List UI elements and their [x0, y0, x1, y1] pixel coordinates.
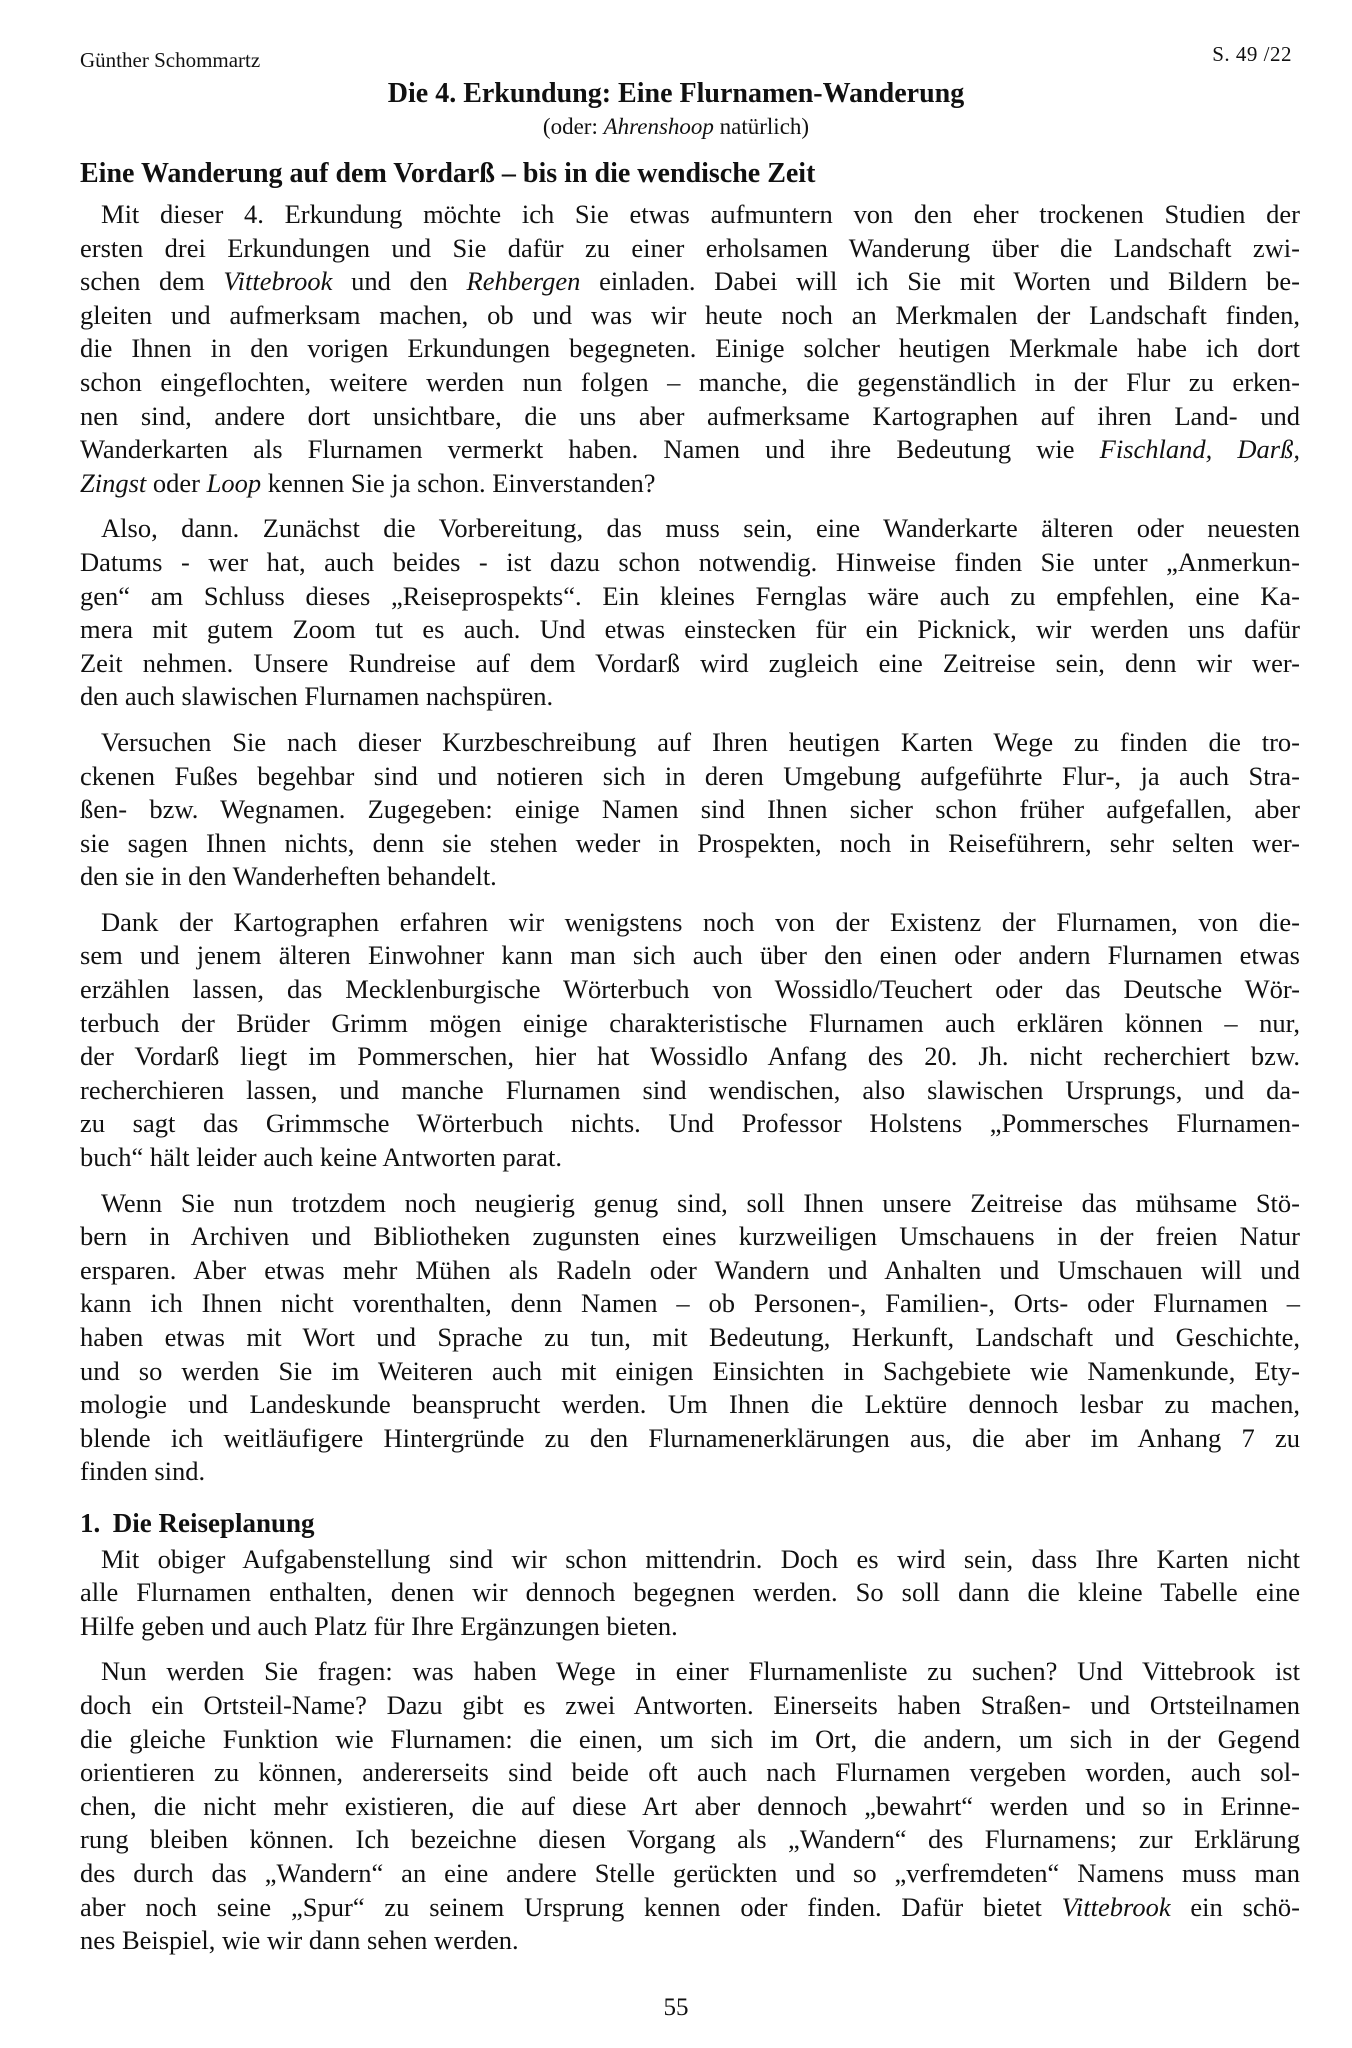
paragraph-2: [80, 512, 1300, 714]
paragraph-1: [80, 198, 1300, 500]
subsection-heading: [80, 1507, 1300, 1541]
italic-term: Zingst: [80, 467, 147, 498]
italic-term: Fischland, Darß,: [1099, 434, 1300, 465]
text-line: aber noch seine „Spur“ zu seinem Ursprung kennen oder finden. Dafür bietet Vittebrook ein schö-: [80, 1891, 1300, 1922]
text-line: erzählen lassen, das Mecklenburgische Wörterbuch von Wossidlo/Teuchert oder das Deutsche Wör-: [80, 974, 1300, 1005]
text-line: gen“ am Schluss dieses „Reiseprospekts“. Ein kleines Fernglas wäre auch zu empfehlen, eine Ka-: [80, 580, 1300, 611]
text-line: und so werden Sie im Weiteren auch mit einigen Einsichten in Sachgebiete wie Namenkunde, Ety-: [80, 1355, 1300, 1386]
text-line: den auch slawischen Flurnamen nachspüren.: [80, 681, 554, 712]
text-line: terbuch der Brüder Grimm mögen einige charakteristische Flurnamen auch erklären können – nur,: [80, 1007, 1300, 1038]
section-heading: Eine Wanderung auf dem Vordarß – bis in die wendische Zeit: [80, 158, 816, 189]
text-line: kann ich Ihnen nicht vorenthalten, denn Namen – ob Personen-, Familien-, Orts- oder Flurnamen –: [80, 1288, 1300, 1319]
text-line: orientieren zu können, andererseits sind beide oft auch nach Flurnamen vergeben worden, auch sol-: [80, 1757, 1300, 1788]
text-line: alle Flurnamen enthalten, denen wir dennoch begegnen werden. So soll dann die kleine Tabelle eine: [80, 1577, 1300, 1608]
text-line: Dank der Kartographen erfahren wir wenigstens noch von der Existenz der Flurnamen, von die-: [101, 906, 1300, 937]
text-line: Wanderkarten als Flurnamen vermerkt haben. Namen und ihre Bedeutung wie Fischland, Darß,: [80, 434, 1300, 465]
text-line: schon eingeflochten, weitere werden nun folgen – manche, die gegenständlich in der Flur zu erken-: [80, 366, 1300, 397]
text-line: mologie und Landeskunde beansprucht werden. Um Ihnen die Lektüre dennoch lesbar zu machen,: [80, 1389, 1300, 1420]
subsection-title: Die Reiseplanung: [112, 1507, 315, 1538]
text-line: des durch das „Wandern“ an eine andere Stelle gerückten und so „verfremdeten“ Namens muss man: [80, 1857, 1300, 1888]
text-line: Also, dann. Zunächst die Vorbereitung, das muss sein, eine Wanderkarte älteren oder neuesten: [101, 513, 1300, 544]
text-line: ckenen Fußes begehbar sind und notieren sich in deren Umgebung aufgeführte Flur-, ja auch Stra-: [80, 760, 1300, 791]
text-line: der Vordarß liegt im Pommerschen, hier hat Wossidlo Anfang des 20. Jh. nicht recherchiert bzw.: [80, 1041, 1300, 1072]
italic-term: Vittebrook: [223, 266, 333, 297]
text-line: ßen- bzw. Wegnamen. Zugegeben: einige Namen sind Ihnen sicher schon früher aufgefallen, aber: [80, 794, 1300, 825]
body-text-upper: [80, 198, 1300, 1958]
paragraph-3: [80, 726, 1300, 894]
text-line: den sie in den Wanderheften behandelt.: [80, 861, 497, 892]
subtitle-suffix: natürlich): [713, 114, 810, 139]
text-line: mera mit gutem Zoom tut es auch. Und etwas einstecken für ein Picknick, wir werden uns dafür: [80, 614, 1300, 645]
paragraph-5: [80, 1187, 1300, 1489]
text-line: doch ein Ortsteil-Name? Dazu gibt es zwei Antworten. Einerseits haben Straßen- und Ortsteilnamen: [80, 1689, 1300, 1720]
text-line: Datums - wer hat, auch beides - ist dazu schon notwendig. Hinweise finden Sie unter „Anmerkun-: [80, 546, 1300, 577]
text-line: die Ihnen in den vorigen Erkundungen begegneten. Einige solcher heutigen Merkmale habe ich dort: [80, 333, 1300, 364]
text-line: nes Beispiel, wie wir dann sehen werden.: [80, 1925, 519, 1956]
text-line: ersten drei Erkundungen und Sie dafür zu einer erholsamen Wanderung über die Landschaft zwi-: [80, 232, 1300, 263]
text-line: recherchieren lassen, und manche Flurnamen sind wendischen, also slawischen Ursprungs, und da-: [80, 1074, 1300, 1105]
running-header-page-ref: S. 49 /22: [1212, 42, 1292, 66]
text-line: haben etwas mit Wort und Sprache zu tun, mit Bedeutung, Herkunft, Landschaft und Geschichte,: [80, 1322, 1300, 1352]
page-number: 55: [663, 1994, 689, 2021]
page-subtitle: [0, 114, 1352, 140]
text-line: Wenn Sie nun trotzdem noch neugierig genug sind, soll Ihnen unsere Zeitreise das mühsame Stö-: [101, 1187, 1300, 1218]
text-line: nen sind, andere dort unsichtbare, die uns aber aufmerksame Kartographen auf ihren Land- und: [80, 400, 1300, 431]
text-line: Nun werden Sie fragen: was haben Wege in einer Flurnamenliste zu suchen? Und Vittebrook ist: [101, 1656, 1300, 1687]
text-line: ersparen. Aber etwas mehr Mühen als Radeln oder Wandern und Anhalten und Umschauen will und: [80, 1254, 1300, 1285]
subtitle-place-name: Ahrenshoop: [603, 114, 714, 139]
text-line: zu sagt das Grimmsche Wörterbuch nichts. Und Professor Holstens „Pommersches Flurnamen-: [80, 1108, 1300, 1139]
text-line: rung bleiben können. Ich bezeichne diesen Vorgang als „Wandern“ des Flurnamens; zur Erklärung: [80, 1824, 1300, 1855]
text-line: Mit dieser 4. Erkundung möchte ich Sie etwas aufmuntern von den eher trockenen Studien der: [101, 199, 1300, 229]
text-line: blende ich weitläufigere Hintergründe zu den Flurnamenerklärungen aus, die aber im Anhang 7 zu: [80, 1422, 1300, 1453]
text-line: Versuchen Sie nach dieser Kurzbeschreibung auf Ihren heutigen Karten Wege zu finden die tro-: [101, 726, 1300, 757]
text-line: chen, die nicht mehr existieren, die auf diese Art aber dennoch „bewahrt“ werden und so in Erinne-: [80, 1790, 1300, 1821]
paragraph-4: [80, 906, 1300, 1175]
italic-term: Rehbergen: [466, 266, 581, 297]
text-line: Zeit nehmen. Unsere Rundreise auf dem Vordarß wird zugleich eine Zeitreise sein, denn wir wer-: [80, 647, 1300, 678]
page-title: Die 4. Erkundung: Eine Flurnamen-Wanderung: [387, 78, 965, 109]
text-line: sem und jenem älteren Einwohner kann man sich auch über den einen oder andern Flurnamen etwas: [80, 940, 1300, 971]
italic-term: Loop: [206, 467, 262, 498]
text-line: gleiten und aufmerksam machen, ob und was wir heute noch an Merkmalen der Landschaft finden,: [80, 299, 1300, 330]
italic-term: Vittebrook: [1061, 1891, 1171, 1922]
paragraph-7: [80, 1655, 1300, 1957]
text-line: Mit obiger Aufgabenstellung sind wir schon mittendrin. Doch es wird sein, dass Ihre Karten nicht: [101, 1543, 1300, 1574]
text-line: bern in Archiven und Bibliotheken zugunsten eines kurzweiligen Umschauens in der freien Natur: [80, 1221, 1300, 1252]
running-header-author: Günther Schommartz: [80, 48, 261, 72]
text-line: buch“ hält leider auch keine Antworten parat.: [80, 1142, 562, 1173]
text-line: Zingst oder Loop kennen Sie ja schon. Einverstanden?: [80, 467, 656, 498]
subsection-number: 1.: [80, 1507, 101, 1538]
text-line: die gleiche Funktion wie Flurnamen: die einen, um sich im Ort, die andern, um sich in der Gegend: [80, 1723, 1300, 1754]
text-line: finden sind.: [80, 1456, 206, 1487]
paragraph-6: [80, 1543, 1300, 1644]
text-line: Hilfe geben und auch Platz für Ihre Ergänzungen bieten.: [80, 1610, 678, 1641]
subtitle-prefix: (oder:: [542, 114, 604, 139]
text-line: sie sagen Ihnen nichts, denn sie stehen weder in Prospekten, noch in Reiseführern, sehr selten wer-: [80, 827, 1300, 858]
text-line: schen dem Vittebrook und den Rehbergen einladen. Dabei will ich Sie mit Worten und Bildern be-: [80, 266, 1300, 297]
